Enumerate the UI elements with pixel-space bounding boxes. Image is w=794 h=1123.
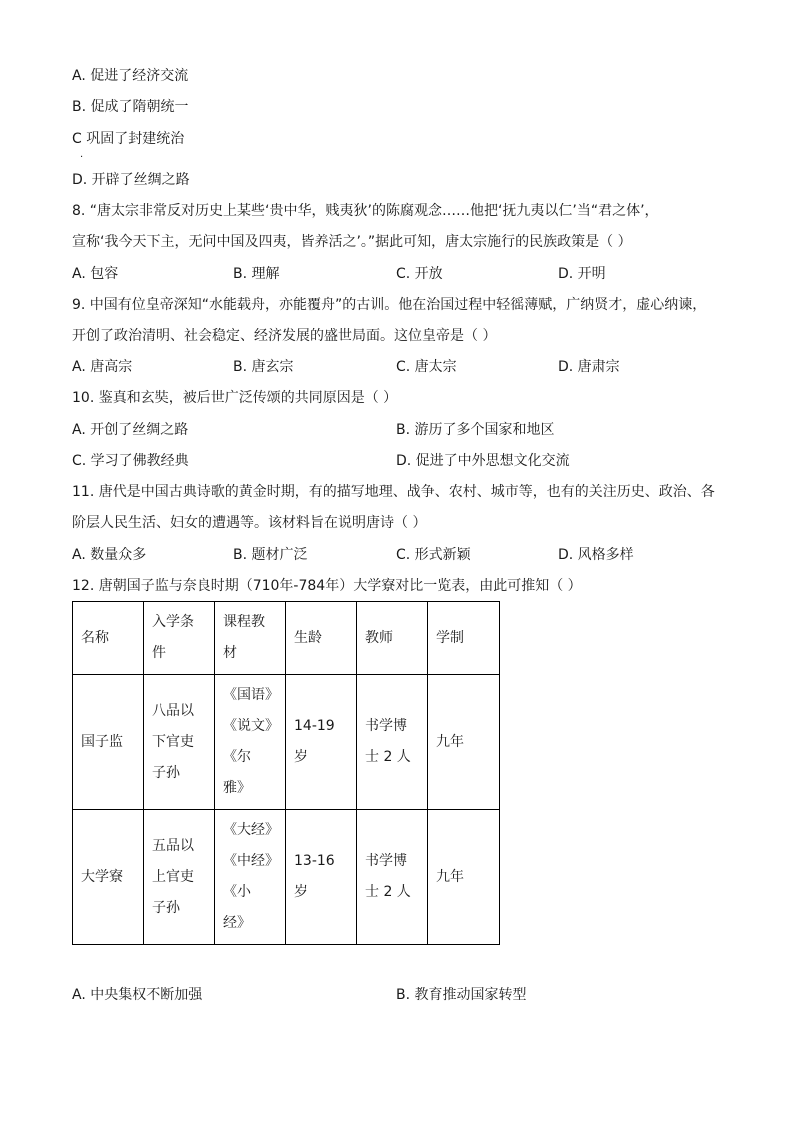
q11-stem-line2: 阶层人民生活、妇女的遭遇等。该材料旨在说明唐诗（ ） [72, 515, 427, 531]
q8-stem-line2: 宣称‘我今天下主，无问中国及四夷，皆养活之’。”据此可知，唐太宗施行的民族政策是（ ） [72, 234, 632, 250]
table-header-row [73, 602, 500, 675]
cell-line: 《中经》 [223, 853, 279, 869]
q10-option-d: D. 促进了中外思想文化交流 [396, 453, 570, 469]
q7-option-b: B. 促成了隋朝统一 [72, 99, 189, 115]
cell-line: 下官吏 [152, 733, 194, 750]
q7-option-d: D. 开辟了丝绸之路 [72, 172, 190, 188]
cell-line: 九年 [436, 868, 464, 885]
q11-option-c: C. 形式新颖 [396, 547, 471, 563]
cell-line: 八品以 [152, 702, 194, 719]
cell-line: 件 [152, 645, 166, 661]
q8-option-a: A. 包容 [72, 266, 119, 282]
cell-line: 士 2 人 [365, 749, 411, 765]
q7-option-a: A. 促进了经济交流 [72, 68, 189, 84]
table-header-row-cell-1 [144, 602, 215, 675]
q8-option-c: C. 开放 [396, 266, 443, 282]
q8-option-d: D. 开明 [558, 266, 606, 282]
q10-option-c: C. 学习了佛教经典 [72, 453, 189, 469]
q9-option-d: D. 唐肃宗 [558, 359, 620, 375]
q11-option-a: A. 数量众多 [72, 547, 147, 563]
cell-line: 生龄 [294, 629, 322, 646]
cell-line: 教师 [365, 629, 393, 646]
table-row-cell-2 [215, 675, 286, 810]
cell-line: 学制 [436, 629, 464, 646]
q11-option-d: D. 风格多样 [558, 547, 634, 563]
cell-line: 入学条 [152, 614, 194, 630]
table-row-cell-5 [428, 810, 500, 945]
comparison-table [72, 601, 500, 945]
cell-line: 书学博 [365, 853, 407, 869]
q9-option-b: B. 唐玄宗 [233, 359, 294, 375]
table-row-cell-5 [428, 675, 500, 810]
cell-line: 子孙 [152, 764, 180, 781]
cell-line: 大学寮 [81, 868, 123, 885]
cell-line: 名称 [81, 629, 109, 646]
cell-line: 经》 [223, 915, 251, 931]
q8-option-b: B. 理解 [233, 266, 280, 282]
table-header-row-cell-0 [73, 602, 144, 675]
cell-line: 《尔 [223, 749, 251, 765]
table-row-cell-0 [73, 810, 144, 945]
table-row [73, 675, 500, 810]
q9-stem-line1: 9. 中国有位皇帝深知“水能载舟，亦能覆舟”的古训。他在治国过程中轻徭薄赋，广纳贤才，虚心纳谏， [72, 297, 707, 313]
q10-option-a: A. 开创了丝绸之路 [72, 422, 189, 438]
table-row-cell-3 [286, 810, 357, 945]
table-row-cell-1 [144, 675, 215, 810]
cell-line: 国子监 [81, 733, 123, 750]
q8-stem-line1: 8. “唐太宗非常反对历史上某些‘贵中华，贱夷狄’的陈腐观念……他把‘抚九夷以仁’当“君之体’， [72, 203, 659, 219]
table-row-cell-3 [286, 675, 357, 810]
cell-line: 14-19岁 [294, 718, 335, 765]
cell-line: 九年 [436, 733, 464, 750]
table-row-cell-4 [357, 675, 428, 810]
cell-line: 书学博 [365, 718, 407, 734]
q12-stem: 12. 唐朝国子监与奈良时期（710年-784年）大学寮对比一览表，由此可推知（ ） [72, 578, 582, 594]
q11-stem-line1: 11. 唐代是中国古典诗歌的黄金时期，有的描写地理、战争、农村、城市等，也有的关注历史、政治、各 [72, 484, 715, 500]
q7-option-c: C 巩固了封建统治 [72, 131, 185, 147]
cell-line: 课程教 [223, 614, 265, 630]
cell-line: 《说文》 [223, 718, 279, 734]
cell-line: 《小 [223, 884, 251, 900]
table-row-cell-2 [215, 810, 286, 945]
table-row-cell-1 [144, 810, 215, 945]
stray-dot: . [80, 149, 84, 160]
q9-stem-line2: 开创了政治清明、社会稳定、经济发展的盛世局面。这位皇帝是（ ） [72, 328, 497, 344]
q12-option-a: A. 中央集权不断加强 [72, 987, 203, 1003]
table-row [73, 810, 500, 945]
table-header-row-cell-2 [215, 602, 286, 675]
cell-line: 五品以 [152, 837, 194, 854]
cell-line: 13-16岁 [294, 853, 335, 900]
q10-option-b: B. 游历了多个国家和地区 [396, 422, 555, 438]
q9-option-a: A. 唐高宗 [72, 359, 133, 375]
cell-line: 上官吏 [152, 868, 194, 885]
table-header-row-cell-4 [357, 602, 428, 675]
table-header-row-cell-5 [428, 602, 500, 675]
cell-line: 士 2 人 [365, 884, 411, 900]
cell-line: 子孙 [152, 899, 180, 916]
cell-line: 材 [223, 645, 237, 661]
q12-option-b: B. 教育推动国家转型 [396, 987, 527, 1003]
cell-line: 《大经》 [223, 822, 279, 838]
q9-option-c: C. 唐太宗 [396, 359, 457, 375]
table-row-cell-0 [73, 675, 144, 810]
table-header-row-cell-3 [286, 602, 357, 675]
cell-line: 雅》 [223, 780, 251, 796]
table-row-cell-4 [357, 810, 428, 945]
q10-stem: 10. 鉴真和玄奘，被后世广泛传颂的共同原因是（ ） [72, 390, 398, 406]
cell-line: 《国语》 [223, 687, 279, 703]
q11-option-b: B. 题材广泛 [233, 547, 308, 563]
